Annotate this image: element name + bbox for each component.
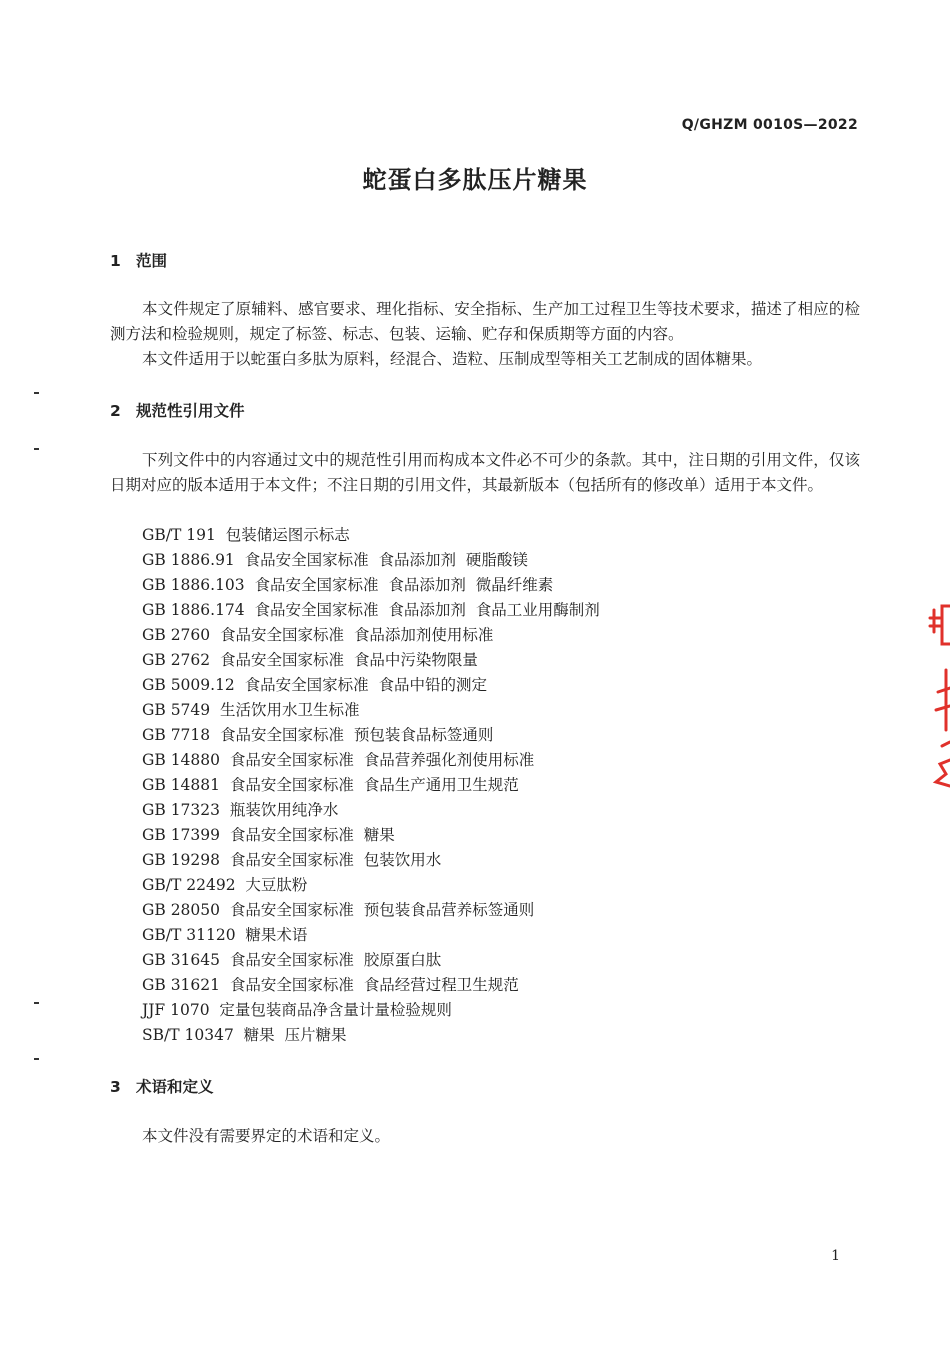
reference-item: GB/T 22492 大豆肽粉 — [142, 876, 308, 894]
binding-mark — [34, 448, 39, 450]
references-intro: 下列文件中的内容通过文中的规范性引用而构成本文件必不可少的条款。其中，注日期的引用文件，仅该日期对应的版本适用于本文件；不注日期的引用文件，其最新版本（包括所有的修改单）适用于本文件。 — [110, 451, 860, 494]
reference-item: GB 1886.91 食品安全国家标准 食品添加剂 硬脂酸镁 — [142, 551, 528, 569]
seal-stamp-fragment — [920, 570, 950, 830]
section-3-heading — [110, 1075, 214, 1097]
reference-item: GB 17323 瓶装饮用纯净水 — [142, 801, 339, 819]
section-2-number: 2 — [110, 402, 121, 420]
page-number: 1 — [831, 1248, 840, 1264]
reference-item: GB 5749 生活饮用水卫生标准 — [142, 701, 360, 719]
reference-item: GB 17399 食品安全国家标准 糖果 — [142, 826, 395, 844]
reference-item: GB/T 191 包装储运图示标志 — [142, 526, 350, 544]
document-title: 蛇蛋白多肽压片糖果 — [362, 166, 588, 194]
section-1-number: 1 — [110, 252, 121, 270]
reference-list — [142, 523, 600, 1048]
reference-item: GB 1886.174 食品安全国家标准 食品添加剂 食品工业用酶制剂 — [142, 601, 600, 619]
section-3-number: 3 — [110, 1078, 121, 1096]
reference-item: GB 1886.103 食品安全国家标准 食品添加剂 微晶纤维素 — [142, 576, 554, 594]
reference-item: GB/T 31120 糖果术语 — [142, 926, 308, 944]
section-1-title: 范围 — [136, 252, 168, 270]
reference-item: GB 5009.12 食品安全国家标准 食品中铅的测定 — [142, 676, 488, 694]
binding-mark — [34, 1002, 39, 1004]
section-2-title: 规范性引用文件 — [136, 402, 245, 420]
reference-item: GB 14880 食品安全国家标准 食品营养强化剂使用标准 — [142, 751, 535, 769]
reference-item: SB/T 10347 糖果 压片糖果 — [142, 1026, 347, 1044]
section-3-title: 术语和定义 — [136, 1078, 214, 1096]
terms-paragraph: 本文件没有需要界定的术语和定义。 — [142, 1127, 391, 1145]
binding-mark — [34, 392, 39, 394]
reference-item: GB 14881 食品安全国家标准 食品生产通用卫生规范 — [142, 776, 519, 794]
section-1-heading — [110, 249, 167, 271]
reference-item: GB 28050 食品安全国家标准 预包装食品营养标签通则 — [142, 901, 535, 919]
section-2-heading — [110, 399, 245, 421]
reference-item: JJF 1070 定量包装商品净含量计量检验规则 — [142, 1001, 452, 1019]
reference-item: GB 31621 食品安全国家标准 食品经营过程卫生规范 — [142, 976, 519, 994]
reference-item: GB 31645 食品安全国家标准 胶原蛋白肽 — [142, 951, 442, 969]
scope-paragraph-1: 本文件规定了原辅料、感官要求、理化指标、安全指标、生产加工过程卫生等技术要求，描述了相应的检测方法和检验规则，规定了标签、标志、包装、运输、贮存和保质期等方面的内容。 — [110, 300, 860, 343]
reference-item: GB 2762 食品安全国家标准 食品中污染物限量 — [142, 651, 478, 669]
reference-item: GB 7718 食品安全国家标准 预包装食品标签通则 — [142, 726, 494, 744]
binding-mark — [34, 1058, 39, 1060]
scope-paragraph-2: 本文件适用于以蛇蛋白多肽为原料，经混合、造粒、压制成型等相关工艺制成的固体糖果。 — [142, 350, 763, 368]
reference-item: GB 19298 食品安全国家标准 包装饮用水 — [142, 851, 442, 869]
standard-number: Q/GHZM 0010S—2022 — [681, 117, 858, 133]
reference-item: GB 2760 食品安全国家标准 食品添加剂使用标准 — [142, 626, 494, 644]
